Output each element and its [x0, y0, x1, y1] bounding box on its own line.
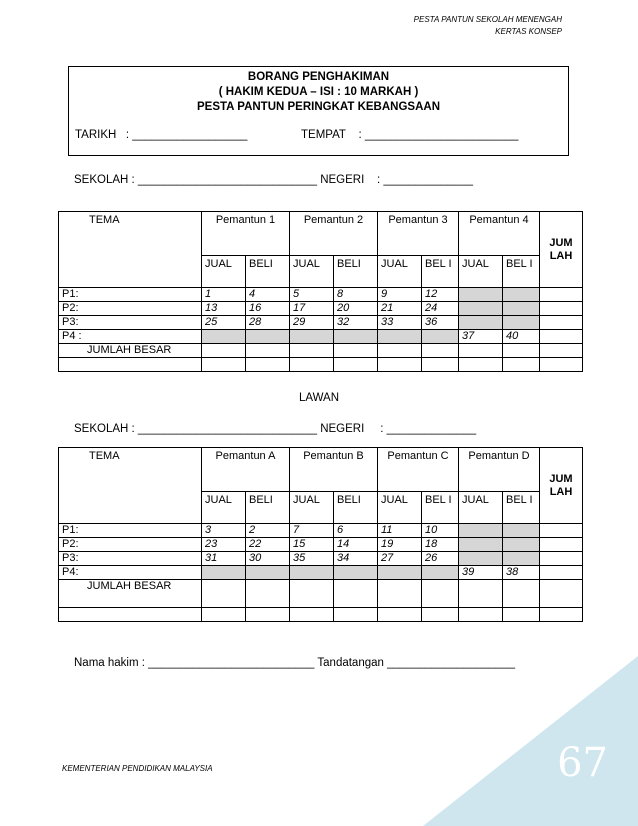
empty-cell: [422, 580, 459, 608]
tempat-field: TEMPAT : ________________________: [301, 129, 519, 141]
score-cell: 18: [422, 538, 459, 552]
score-cell: 17: [290, 302, 334, 316]
beli-header: BELI: [246, 256, 290, 288]
footer-text: KEMENTERIAN PENDIDIKAN MALAYSIA: [62, 764, 213, 773]
shaded-cell: [334, 330, 378, 344]
jumlah-header: JUM LAH: [540, 212, 583, 288]
signature-line: Nama hakim : __________________________ Tandatangan ____________________: [74, 657, 516, 669]
score-cell: 33: [378, 316, 422, 330]
empty-cell: [503, 608, 540, 622]
empty-cell: [59, 358, 202, 372]
shaded-cell: [290, 566, 334, 580]
score-cell: 16: [246, 302, 290, 316]
jual-header: JUAL: [202, 256, 246, 288]
shaded-cell: [202, 330, 246, 344]
score-cell: 10: [422, 524, 459, 538]
beli-header: BEL I: [503, 256, 540, 288]
jual-header: JUAL: [378, 492, 422, 524]
table-row: [59, 538, 583, 552]
score-cell: 22: [246, 538, 290, 552]
jumlah-header: JUM LAH: [540, 448, 583, 524]
empty-cell: [202, 358, 246, 372]
score-cell: 27: [378, 552, 422, 566]
shaded-cell: [378, 330, 422, 344]
empty-cell: [202, 608, 246, 622]
score-cell: 34: [334, 552, 378, 566]
beli-header: BEL I: [422, 492, 459, 524]
score-cell: 32: [334, 316, 378, 330]
score-cell: 20: [334, 302, 378, 316]
pemantun-header: Pemantun 4: [459, 212, 540, 256]
shaded-cell: [246, 566, 290, 580]
score-cell: 39: [459, 566, 503, 580]
total-cell: [540, 330, 583, 344]
score-cell: 26: [422, 552, 459, 566]
jual-header: JUAL: [459, 256, 503, 288]
score-cell: 11: [378, 524, 422, 538]
empty-cell: [459, 608, 503, 622]
score-cell: 7: [290, 524, 334, 538]
lawan-heading: LAWAN: [298, 392, 340, 404]
jumlah-besar-label: JUMLAH BESAR: [59, 344, 202, 358]
empty-cell: [290, 358, 334, 372]
table-row: [59, 524, 583, 538]
table-row: [59, 330, 583, 344]
empty-cell: [290, 580, 334, 608]
score-cell: 36: [422, 316, 459, 330]
empty-cell: [540, 580, 583, 608]
shaded-cell: [290, 330, 334, 344]
pemantun-header: Pemantun B: [290, 448, 378, 492]
sekolah-line-1: SEKOLAH : ____________________________ NEGERI : ______________: [74, 174, 473, 186]
row-label: P3:: [59, 552, 202, 566]
total-cell: [540, 316, 583, 330]
jual-header: JUAL: [459, 492, 503, 524]
row-label: P1:: [59, 524, 202, 538]
document-header: [414, 14, 562, 38]
empty-cell: [202, 344, 246, 358]
score-cell: 30: [246, 552, 290, 566]
empty-cell: [540, 344, 583, 358]
jumlah-besar-label: JUMLAH BESAR: [59, 580, 202, 608]
jual-header: JUAL: [290, 256, 334, 288]
score-cell: 25: [202, 316, 246, 330]
score-cell: 24: [422, 302, 459, 316]
shaded-cell: [459, 524, 503, 538]
pemantun-header: Pemantun 3: [378, 212, 459, 256]
jual-header: JUAL: [290, 492, 334, 524]
pemantun-header: Pemantun A: [202, 448, 290, 492]
score-cell: 35: [290, 552, 334, 566]
score-table-2: [58, 447, 583, 622]
row-label: P4 :: [59, 330, 202, 344]
form-title: BORANG PENGHAKIMAN: [247, 71, 390, 83]
shaded-cell: [503, 302, 540, 316]
tarikh-field: TARIKH : __________________: [75, 129, 248, 141]
table-row: [59, 316, 583, 330]
empty-cell: [334, 580, 378, 608]
beli-header: BEL I: [503, 492, 540, 524]
tema-header: TEMA: [59, 448, 202, 524]
shaded-cell: [422, 566, 459, 580]
score-cell: 13: [202, 302, 246, 316]
beli-header: BELI: [246, 492, 290, 524]
empty-cell: [459, 580, 503, 608]
empty-cell: [503, 344, 540, 358]
table-row: [59, 288, 583, 302]
score-cell: 12: [422, 288, 459, 302]
shaded-cell: [459, 316, 503, 330]
shaded-cell: [422, 330, 459, 344]
empty-cell: [422, 358, 459, 372]
score-cell: 2: [246, 524, 290, 538]
empty-cell: [246, 358, 290, 372]
score-cell: 1: [202, 288, 246, 302]
pemantun-header: Pemantun 1: [202, 212, 290, 256]
beli-header: BEL I: [422, 256, 459, 288]
shaded-cell: [503, 316, 540, 330]
header-line2: KERTAS KONSEP: [495, 27, 562, 36]
score-cell: 8: [334, 288, 378, 302]
empty-cell: [202, 580, 246, 608]
table-row: [59, 302, 583, 316]
shaded-cell: [503, 552, 540, 566]
jual-header: JUAL: [378, 256, 422, 288]
tema-header: TEMA: [59, 212, 202, 288]
shaded-cell: [459, 288, 503, 302]
empty-cell: [246, 344, 290, 358]
total-cell: [540, 524, 583, 538]
score-cell: 28: [246, 316, 290, 330]
empty-cell: [540, 608, 583, 622]
total-cell: [540, 302, 583, 316]
total-cell: [540, 566, 583, 580]
empty-cell: [290, 608, 334, 622]
score-cell: 38: [503, 566, 540, 580]
pemantun-header: Pemantun 2: [290, 212, 378, 256]
form-title-box: [68, 66, 569, 156]
empty-cell: [378, 580, 422, 608]
score-cell: 21: [378, 302, 422, 316]
total-cell: [540, 288, 583, 302]
table-row: [59, 344, 583, 358]
empty-cell: [459, 344, 503, 358]
empty-cell: [459, 358, 503, 372]
row-label: P2:: [59, 538, 202, 552]
shaded-cell: [378, 566, 422, 580]
shaded-cell: [334, 566, 378, 580]
row-label: P1:: [59, 288, 202, 302]
total-cell: [540, 538, 583, 552]
empty-cell: [246, 608, 290, 622]
score-cell: 23: [202, 538, 246, 552]
total-cell: [540, 552, 583, 566]
empty-cell: [290, 344, 334, 358]
score-cell: 5: [290, 288, 334, 302]
empty-cell: [378, 358, 422, 372]
row-label: P3:: [59, 316, 202, 330]
table-row: [59, 580, 583, 608]
empty-cell: [334, 344, 378, 358]
score-cell: 37: [459, 330, 503, 344]
score-cell: 31: [202, 552, 246, 566]
beli-header: BELI: [334, 492, 378, 524]
score-cell: 4: [246, 288, 290, 302]
shaded-cell: [503, 538, 540, 552]
empty-cell: [246, 580, 290, 608]
score-cell: 14: [334, 538, 378, 552]
empty-cell: [378, 608, 422, 622]
shaded-cell: [503, 524, 540, 538]
score-cell: 3: [202, 524, 246, 538]
shaded-cell: [459, 552, 503, 566]
empty-cell: [503, 580, 540, 608]
empty-cell: [422, 608, 459, 622]
beli-header: BELI: [334, 256, 378, 288]
table-row: [59, 608, 583, 622]
shaded-cell: [246, 330, 290, 344]
score-cell: 40: [503, 330, 540, 344]
score-cell: 6: [334, 524, 378, 538]
score-table-1: [58, 211, 583, 372]
form-subtitle: ( HAKIM KEDUA – ISI : 10 MARKAH ): [218, 86, 419, 98]
score-cell: 29: [290, 316, 334, 330]
empty-cell: [378, 344, 422, 358]
pemantun-header: Pemantun D: [459, 448, 540, 492]
empty-cell: [503, 358, 540, 372]
header-line1: PESTA PANTUN SEKOLAH MENENGAH: [413, 15, 562, 24]
score-cell: 15: [290, 538, 334, 552]
empty-cell: [422, 344, 459, 358]
empty-cell: [59, 608, 202, 622]
form-level: PESTA PANTUN PERINGKAT KEBANGSAAN: [197, 101, 440, 113]
shaded-cell: [459, 302, 503, 316]
shaded-cell: [202, 566, 246, 580]
shaded-cell: [459, 538, 503, 552]
score-cell: 9: [378, 288, 422, 302]
score-cell: 19: [378, 538, 422, 552]
table-row: [59, 552, 583, 566]
empty-cell: [334, 358, 378, 372]
table-row: [59, 358, 583, 372]
jual-header: JUAL: [202, 492, 246, 524]
sekolah-line-2: SEKOLAH : ____________________________ NEGERI : ______________: [74, 423, 477, 435]
empty-cell: [540, 358, 583, 372]
empty-cell: [334, 608, 378, 622]
row-label: P2:: [59, 302, 202, 316]
table-row: [59, 566, 583, 580]
row-label: P4:: [59, 566, 202, 580]
shaded-cell: [503, 288, 540, 302]
pemantun-header: Pemantun C: [378, 448, 459, 492]
page-number: 67: [557, 740, 608, 786]
